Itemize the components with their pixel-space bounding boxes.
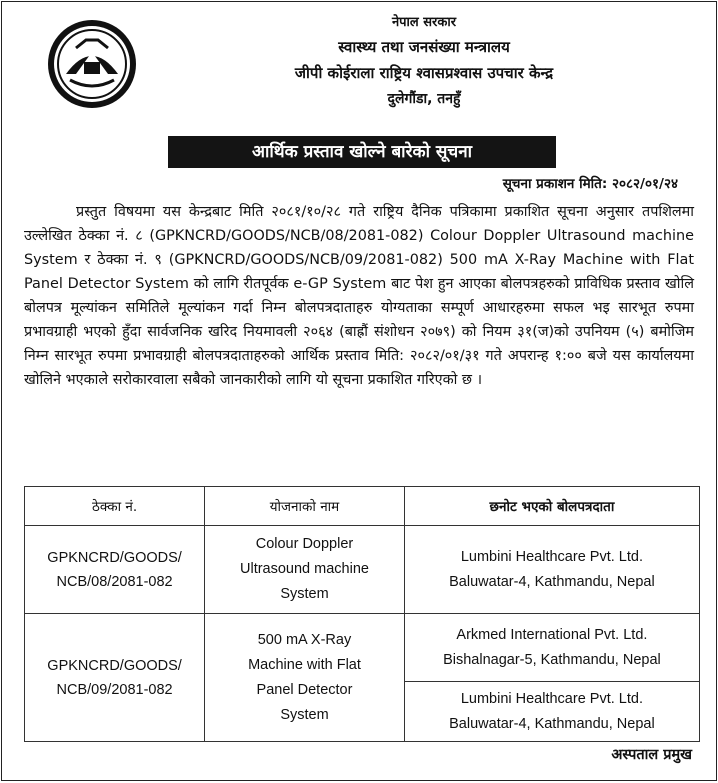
project-name-line: System bbox=[280, 586, 329, 602]
notice-title: आर्थिक प्रस्ताव खोल्ने बारेको सूचना bbox=[251, 142, 473, 162]
bidder-address: Baluwatar-4, Kathmandu, Nepal bbox=[449, 715, 655, 732]
contract-number-line: GPKNCRD/GOODS/ bbox=[47, 549, 182, 566]
table-row bbox=[25, 614, 700, 682]
bidder-address: Bishalnagar-5, Kathmandu, Nepal bbox=[443, 651, 661, 668]
government-emblem-icon bbox=[46, 18, 138, 110]
table-header-row bbox=[25, 487, 700, 526]
contract-number-cell bbox=[25, 614, 205, 742]
ministry-name: स्वास्थ्य तथा जनसंख्या मन्त्रालय bbox=[338, 38, 510, 56]
project-name-line: System bbox=[280, 706, 329, 723]
bidder-name: Lumbini Healthcare Pvt. Ltd. bbox=[460, 690, 643, 707]
project-name-line: Panel Detector bbox=[256, 681, 353, 698]
project-name-line: 500 mA X-Ray bbox=[257, 631, 352, 648]
project-name-cell bbox=[205, 526, 405, 614]
bidder-name: Arkmed International Pvt. Ltd. bbox=[456, 626, 648, 643]
bidders-table bbox=[24, 486, 700, 742]
bidder-cell bbox=[404, 526, 699, 614]
project-name-cell bbox=[205, 614, 405, 742]
header-contract-no: ठेक्का नं. bbox=[25, 487, 205, 526]
contract-number-line: GPKNCRD/GOODS/ bbox=[47, 657, 182, 674]
contract-number-line: NCB/09/2081-082 bbox=[56, 681, 173, 698]
notice-title-banner bbox=[168, 136, 556, 168]
signature-title: अस्पताल प्रमुख bbox=[611, 747, 692, 763]
header-selected-bidder: छनोट भएको बोलपत्रदाता bbox=[404, 487, 699, 526]
contract-number-line: NCB/08/2081-082 bbox=[56, 573, 173, 590]
notice-page bbox=[1, 1, 717, 781]
bidder-address: Baluwatar-4, Kathmandu, Nepal bbox=[449, 573, 655, 590]
bidder-cell bbox=[404, 614, 699, 682]
center-name: जीपी कोईराला राष्ट्रिय श्वासप्रश्वास उपचार केन्द्र bbox=[294, 64, 554, 82]
publication-date-value: २०८२/०१/२४ bbox=[611, 176, 678, 192]
publication-date-label: सूचना प्रकाशन मिति: bbox=[502, 176, 608, 192]
project-name-line: Ultrasound machine bbox=[240, 561, 369, 577]
government-name: नेपाल सरकार bbox=[391, 15, 457, 30]
table-row bbox=[25, 526, 700, 614]
center-location: दुलेगौंडा, तनहुँ bbox=[387, 91, 461, 107]
bidder-cell bbox=[404, 682, 699, 742]
bidder-name: Lumbini Healthcare Pvt. Ltd. bbox=[460, 548, 643, 565]
project-name-line: Machine with Flat bbox=[248, 656, 361, 673]
contract-number-cell bbox=[25, 526, 205, 614]
letterhead bbox=[152, 12, 696, 112]
notice-body: प्रस्तुत विषयमा यस केन्द्रबाट मिति २०८१/१०/२८ गते राष्ट्रिय दैनिक पत्रिकामा प्रकाशित सूचना अनुसार तपशिलमा उल्लेखित ठेक्का नं. ८ (GPKNCRD/GOODS/NCB/08/2081-082) Colour Doppler Ultrasound machine System र ठेक्का नं. ९ (GPKNCRD/GOODS/NCB/09/2081-082) 500 mA X-Ray Machine with Flat Panel Detector System को लागि रीतपूर्वक e-GP System बाट पेश हुन आएका बोलपत्रहरुको प्राविधिक प्रस्ताव खोलि बोलपत्र मूल्यांकन समितिले मूल्यांकन गर्दा निम्न बोलपत्रदाताहरु योग्यताका सम्पूर्ण आधारहरुमा सफल भइ सारभूत रुपमा प्रभावग्राही भएको हुँदा सार्वजनिक खरिद नियमावली २०६४ (बाह्रौं संशोधन २०७९) को नियम ३१(ज)को उपनियम (५) बमोजिम निम्न सारभूत रुपमा प्रभावग्राही बोलपत्रदाताहरुको आर्थिक प्रस्ताव मिति: २०८२/०१/३१ गते अपरान्ह १:०० बजे यस कार्यालयमा खोलिने भएकाले सरोकारवाला सबैको जानकारीको लागि यो सूचना प्रकाशित गरिएको छ । bbox=[24, 204, 694, 388]
header-project-name: योजनाको नाम bbox=[205, 487, 405, 526]
project-name-line: Colour Doppler bbox=[255, 536, 354, 552]
publication-date-line bbox=[232, 174, 696, 192]
